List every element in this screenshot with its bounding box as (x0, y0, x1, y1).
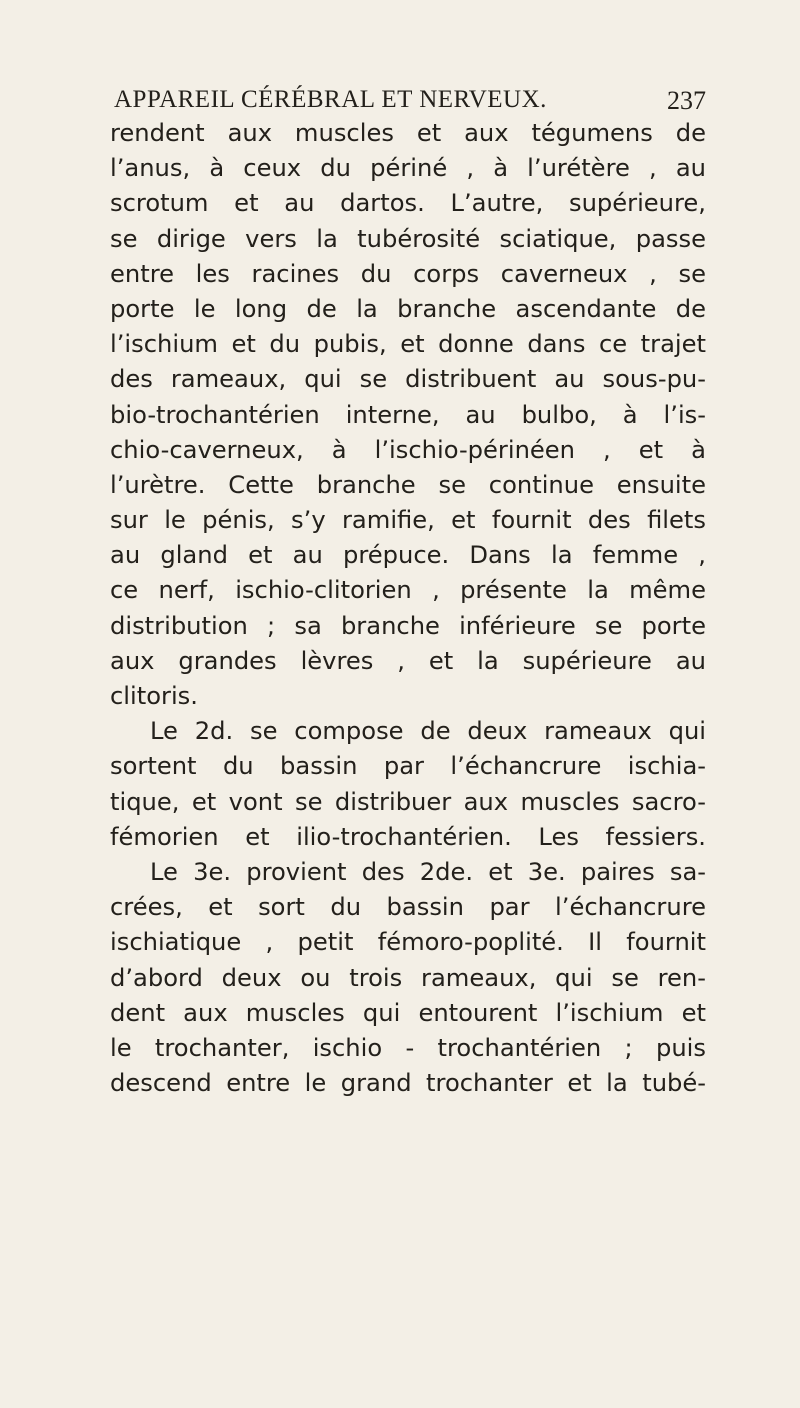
text-line: Le 3e. provient des 2de. et 3e. paires sa- (150, 857, 706, 886)
text-line: se dirige vers la tubérosité sciatique, passe (110, 224, 706, 253)
text-line: ischiatique , petit fémoro-poplité. Il fournit (110, 928, 706, 957)
text-line: scrotum et au dartos. L’autre, supérieure, (110, 189, 706, 218)
text-line: rendent aux muscles et aux tégumens de (110, 119, 706, 147)
page-number: 237 (667, 86, 706, 115)
text-line: des rameaux, qui se distribuent au sous-pu- (110, 365, 706, 394)
body-text (110, 116, 706, 1101)
text-line: d’abord deux ou trois rameaux, qui se ren- (110, 963, 706, 992)
text-line: aux grandes lèvres , et la supérieure au (110, 646, 706, 675)
text-line: dent aux muscles qui entourent l’ischium et (110, 998, 706, 1027)
text-line: descend entre le grand trochanter et la tubé- (110, 1069, 706, 1098)
text-line: le trochanter, ischio - trochantérien ; puis (110, 1033, 706, 1062)
text-line: sortent du bassin par l’échancrure ischia- (110, 752, 706, 781)
text-line: l’urètre. Cette branche se continue ensuite (110, 470, 706, 499)
text-line: au gland et au prépuce. Dans la femme , (110, 541, 706, 570)
text-line: entre les racines du corps caverneux , se (110, 259, 706, 288)
text-line: ce nerf, ischio-clitorien , présente la même (110, 576, 706, 605)
text-line: crées, et sort du bassin par l’échancrure (110, 893, 706, 922)
text-line: sur le pénis, s’y ramifie, et fournit des filets (110, 506, 706, 535)
text-line: bio-trochantérien interne, au bulbo, à l’is- (110, 400, 706, 429)
text-line: fémorien et ilio-trochantérien. Les fessiers. (110, 822, 706, 851)
running-header (110, 86, 706, 116)
text-line: Le 2d. se compose de deux rameaux qui (150, 717, 706, 746)
text-line: porte le long de la branche ascendante de (110, 294, 706, 323)
running-title: APPAREIL CÉRÉBRAL ET NERVEUX. (114, 86, 547, 113)
text-line: chio-caverneux, à l’ischio-périnéen , et à (110, 435, 706, 464)
text-line: tique, et vont se distribuer aux muscles sacro- (110, 787, 706, 816)
text-line: distribution ; sa branche inférieure se porte (110, 611, 706, 640)
text-line: l’ischium et du pubis, et donne dans ce trajet (110, 330, 706, 359)
text-line: clitoris. (110, 682, 198, 710)
text-line: l’anus, à ceux du périné , à l’urétère , au (110, 154, 706, 183)
